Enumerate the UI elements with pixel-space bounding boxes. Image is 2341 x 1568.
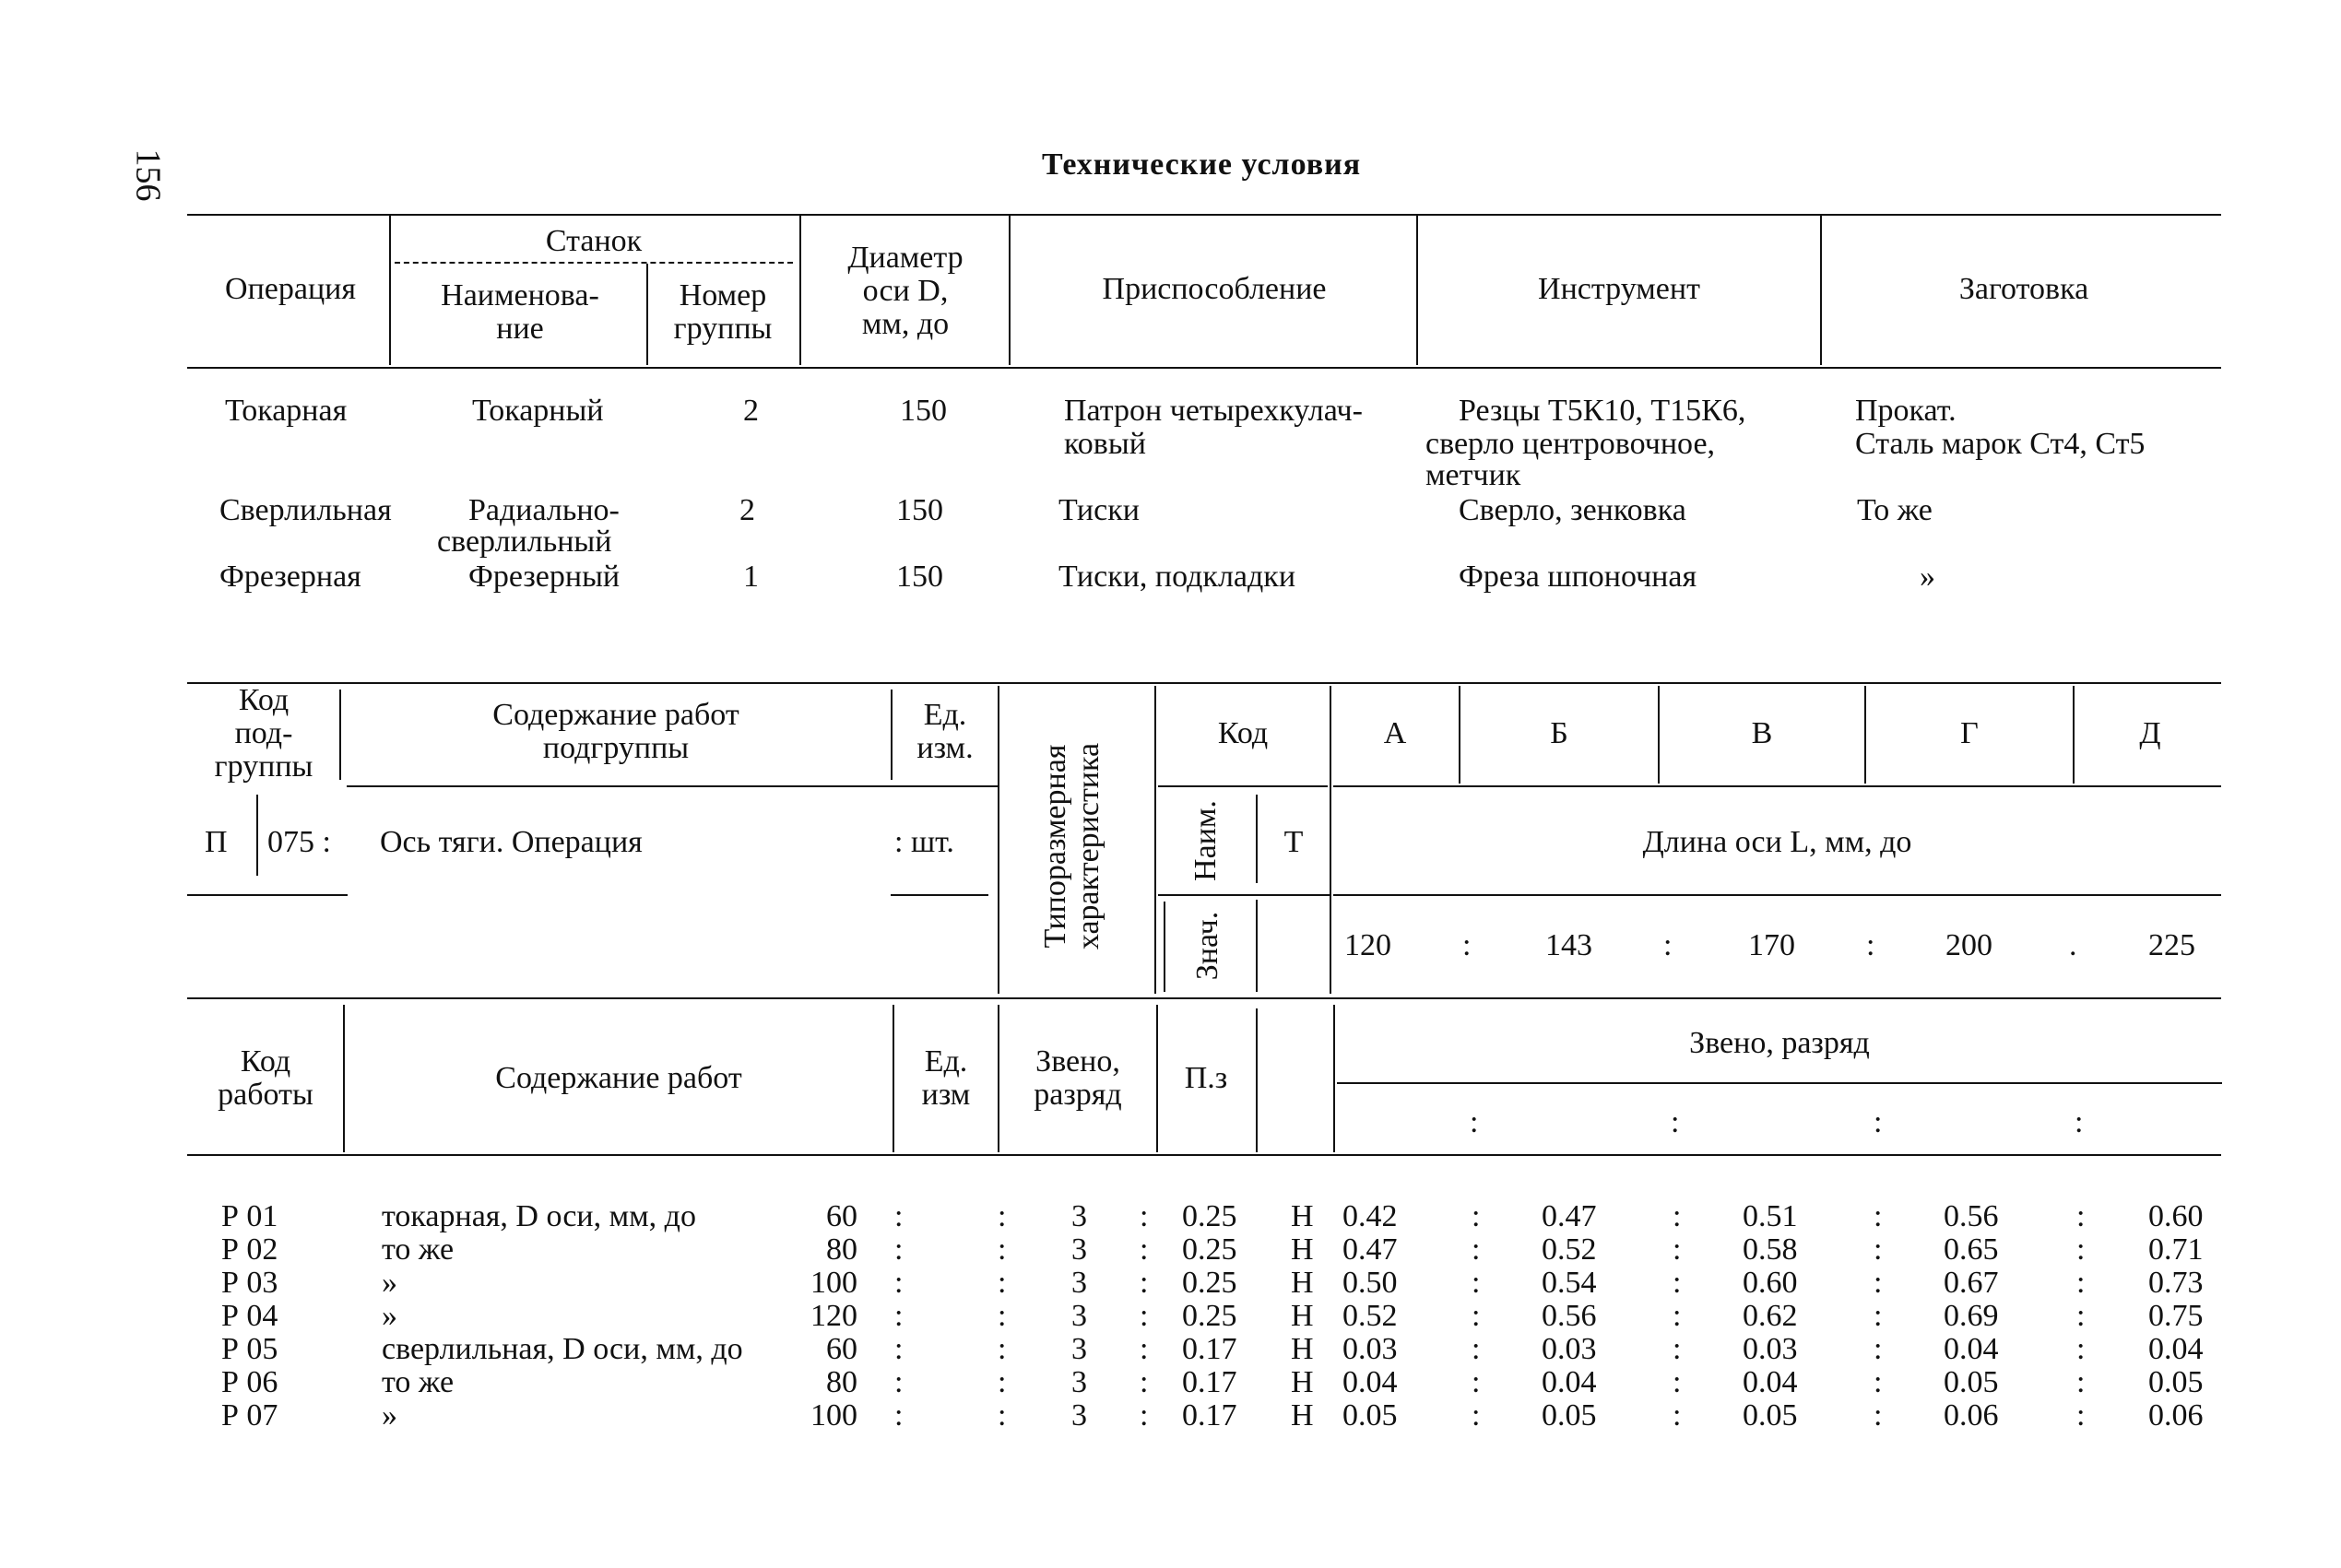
work-pz: 0.17 <box>1182 1365 1237 1399</box>
work-value: 0.47 <box>1542 1199 1597 1233</box>
colon-sep: : <box>1874 1299 1883 1333</box>
length-value-v: 170 <box>1748 928 1795 962</box>
header-col-b: Б <box>1550 716 1568 750</box>
header-machine-name: Наименова- ние <box>441 278 599 346</box>
colon-sep: : <box>998 1266 1007 1300</box>
work-content: » <box>382 1299 397 1333</box>
work-value: 0.05 <box>1944 1365 1999 1399</box>
work-link: 3 <box>1071 1266 1087 1300</box>
cell-blank: » <box>1920 560 1935 594</box>
cell-tool: Сверло, зенковка <box>1459 493 1686 527</box>
work-mark: Н <box>1291 1232 1314 1267</box>
header-diameter: Диаметр оси D, мм, до <box>847 241 964 341</box>
work-value: 0.71 <box>2148 1232 2204 1267</box>
length-value-a: 120 <box>1344 928 1391 962</box>
work-value: 0.69 <box>1944 1299 1999 1333</box>
header-work-unit: Ед. изм <box>921 1044 971 1112</box>
work-mark: Н <box>1291 1299 1314 1333</box>
work-content: » <box>382 1266 397 1300</box>
length-value-b: 143 <box>1545 928 1592 962</box>
header-link: Звено, разряд <box>1034 1044 1122 1112</box>
work-content: токарная, D оси, мм, до <box>382 1199 696 1233</box>
header-sep: : <box>1874 1105 1883 1139</box>
colon-sep: : <box>1673 1299 1682 1333</box>
colon-sep: : <box>1140 1365 1149 1399</box>
colon-sep: : <box>1673 1398 1682 1432</box>
work-value: 0.05 <box>1342 1398 1398 1432</box>
length-sep: : <box>1462 928 1472 962</box>
cell-diameter: 150 <box>896 493 943 527</box>
colon-sep: : <box>1673 1266 1682 1300</box>
cell-blank: Прокат. <box>1855 394 1957 428</box>
work-value: 0.47 <box>1342 1232 1398 1267</box>
cell-diameter: 150 <box>900 394 947 428</box>
work-code: Р 02 <box>221 1232 278 1267</box>
work-value: 0.73 <box>2148 1266 2204 1300</box>
work-value: 0.65 <box>1944 1232 1999 1267</box>
work-value: 0.58 <box>1743 1232 1798 1267</box>
cell-operation: Токарная <box>225 394 348 428</box>
work-value: 0.62 <box>1743 1299 1798 1333</box>
colon-sep: : <box>894 1398 904 1432</box>
work-link: 3 <box>1071 1232 1087 1267</box>
colon-sep: : <box>1673 1199 1682 1233</box>
colon-sep: : <box>998 1299 1007 1333</box>
work-value: 0.56 <box>1944 1199 1999 1233</box>
work-code: Р 03 <box>221 1266 278 1300</box>
colon-sep: : <box>1472 1398 1481 1432</box>
colon-sep: : <box>1874 1199 1883 1233</box>
colon-sep: : <box>894 1299 904 1333</box>
work-value: 0.04 <box>1743 1365 1798 1399</box>
cell-fixture: Патрон четырехкулач- <box>1064 394 1363 428</box>
colon-sep: : <box>894 1266 904 1300</box>
work-pz: 0.17 <box>1182 1332 1237 1366</box>
header-typesize: Типоразмерная характеристика <box>1038 742 1105 950</box>
colon-sep: : <box>1673 1365 1682 1399</box>
colon-sep: : <box>2076 1398 2086 1432</box>
work-pz: 0.25 <box>1182 1232 1237 1267</box>
colon-sep: : <box>1874 1232 1883 1267</box>
work-link: 3 <box>1071 1398 1087 1432</box>
header-subgroup-code: Код под- группы <box>214 683 313 784</box>
colon-sep: : <box>1140 1266 1149 1300</box>
work-value: 0.75 <box>2148 1299 2204 1333</box>
work-value: 0.04 <box>2148 1332 2204 1366</box>
length-sep: : <box>1866 928 1875 962</box>
work-value: 0.03 <box>1342 1332 1398 1366</box>
colon-sep: : <box>1874 1398 1883 1432</box>
work-value: 0.54 <box>1542 1266 1597 1300</box>
colon-sep: : <box>1472 1299 1481 1333</box>
header-col-a: А <box>1383 716 1407 750</box>
work-link: 3 <box>1071 1365 1087 1399</box>
work-limit: 100 <box>810 1398 857 1432</box>
work-code: Р 05 <box>221 1332 278 1366</box>
header-tool: Инструмент <box>1538 272 1700 306</box>
cell-tool-2: сверло центровочное, <box>1425 427 1716 461</box>
colon-sep: : <box>1874 1266 1883 1300</box>
cell-machine: Радиально- <box>468 493 620 527</box>
subgroup-prefix: П <box>205 825 228 859</box>
colon-sep: : <box>1472 1266 1481 1300</box>
colon-sep: : <box>2076 1266 2086 1300</box>
colon-sep: : <box>894 1332 904 1366</box>
header-blank: Заготовка <box>1958 272 2089 306</box>
work-code: Р 07 <box>221 1398 278 1432</box>
header-work-content: Содержание работ <box>495 1061 742 1095</box>
cell-group: 2 <box>739 493 755 527</box>
subgroup-content: Ось тяги. Операция <box>380 825 643 859</box>
work-limit: 80 <box>826 1365 857 1399</box>
subgroup-unit: : шт. <box>894 825 954 859</box>
work-content: то же <box>382 1232 455 1267</box>
work-value: 0.05 <box>1743 1398 1798 1432</box>
colon-sep: : <box>2076 1199 2086 1233</box>
colon-sep: : <box>1140 1398 1149 1432</box>
cell-machine: Фрезерный <box>468 560 621 594</box>
page-number: 156 <box>128 148 168 202</box>
work-value: 0.51 <box>1743 1199 1798 1233</box>
cell-operation: Сверлильная <box>219 493 392 527</box>
cell-fixture: Тиски, подкладки <box>1058 560 1296 594</box>
colon-sep: : <box>998 1398 1007 1432</box>
header-machine-group: Номер группы <box>673 278 773 346</box>
work-code: Р 01 <box>221 1199 278 1233</box>
header-code: Код <box>1217 716 1269 750</box>
work-limit: 100 <box>810 1266 857 1300</box>
header-subgroup-content: Содержание работ подгруппы <box>492 698 739 765</box>
cell-operation: Фрезерная <box>219 560 361 594</box>
work-pz: 0.25 <box>1182 1299 1237 1333</box>
work-pz: 0.25 <box>1182 1266 1237 1300</box>
work-link: 3 <box>1071 1332 1087 1366</box>
work-value: 0.03 <box>1542 1332 1597 1366</box>
colon-sep: : <box>894 1232 904 1267</box>
colon-sep: : <box>998 1365 1007 1399</box>
work-mark: Н <box>1291 1199 1314 1233</box>
work-value: 0.04 <box>1944 1332 1999 1366</box>
colon-sep: : <box>894 1199 904 1233</box>
length-sep: : <box>1663 928 1673 962</box>
colon-sep: : <box>1673 1332 1682 1366</box>
cell-fixture-2: ковый <box>1064 427 1146 461</box>
header-sep: : <box>1470 1105 1479 1139</box>
header-machine: Станок <box>545 224 643 258</box>
colon-sep: : <box>1472 1232 1481 1267</box>
cell-group: 2 <box>743 394 759 428</box>
work-value: 0.06 <box>2148 1398 2204 1432</box>
work-value: 0.52 <box>1542 1232 1597 1267</box>
colon-sep: : <box>1140 1299 1149 1333</box>
header-col-g: Г <box>1960 716 1979 750</box>
colon-sep: : <box>1140 1199 1149 1233</box>
header-unit: Ед. изм. <box>916 698 974 765</box>
work-code: Р 06 <box>221 1365 278 1399</box>
colon-sep: : <box>998 1232 1007 1267</box>
work-content: сверлильная, D оси, мм, до <box>382 1332 743 1366</box>
work-value: 0.42 <box>1342 1199 1398 1233</box>
work-value: 0.52 <box>1342 1299 1398 1333</box>
work-limit: 120 <box>810 1299 857 1333</box>
header-col-v: В <box>1751 716 1773 750</box>
work-code: Р 04 <box>221 1299 278 1333</box>
colon-sep: : <box>1472 1365 1481 1399</box>
colon-sep: : <box>1140 1332 1149 1366</box>
work-limit: 80 <box>826 1232 857 1267</box>
colon-sep: : <box>1472 1199 1481 1233</box>
cell-tool: Резцы Т5К10, Т15К6, <box>1459 394 1746 428</box>
header-name-short: Наим. <box>1188 800 1223 881</box>
work-value: 0.05 <box>1542 1398 1597 1432</box>
work-value: 0.04 <box>1542 1365 1597 1399</box>
work-value: 0.67 <box>1944 1266 1999 1300</box>
work-limit: 60 <box>826 1199 857 1233</box>
colon-sep: : <box>1874 1365 1883 1399</box>
length-value-g: 200 <box>1945 928 1992 962</box>
work-value: 0.03 <box>1743 1332 1798 1366</box>
work-value: 0.04 <box>1342 1365 1398 1399</box>
cell-tool-3: метчик <box>1425 458 1521 492</box>
cell-blank-2: Сталь марок Ст4, Ст5 <box>1855 427 2146 461</box>
cell-machine-2: сверлильный <box>437 525 612 559</box>
work-value: 0.60 <box>2148 1199 2204 1233</box>
colon-sep: : <box>1673 1232 1682 1267</box>
work-mark: Н <box>1291 1266 1314 1300</box>
header-work-code: Код работы <box>218 1044 313 1112</box>
work-value: 0.06 <box>1944 1398 1999 1432</box>
work-mark: Н <box>1291 1365 1314 1399</box>
colon-sep: : <box>1472 1332 1481 1366</box>
cell-diameter: 150 <box>896 560 943 594</box>
work-link: 3 <box>1071 1299 1087 1333</box>
colon-sep: : <box>2076 1365 2086 1399</box>
work-pz: 0.25 <box>1182 1199 1237 1233</box>
cell-fixture: Тиски <box>1058 493 1140 527</box>
cell-tool: Фреза шпоночная <box>1459 560 1697 594</box>
page-title: Технические условия <box>1042 147 1362 182</box>
length-value-d: 225 <box>2148 928 2195 962</box>
length-label: Длина оси L, мм, до <box>1642 825 1912 859</box>
colon-sep: : <box>1140 1232 1149 1267</box>
colon-sep: : <box>998 1199 1007 1233</box>
header-value-short: Знач. <box>1190 911 1224 981</box>
work-value: 0.60 <box>1743 1266 1798 1300</box>
colon-sep: : <box>2076 1332 2086 1366</box>
subgroup-code: 075 : <box>267 825 331 859</box>
colon-sep: : <box>2076 1299 2086 1333</box>
cell-machine: Токарный <box>472 394 604 428</box>
work-value: 0.50 <box>1342 1266 1398 1300</box>
colon-sep: : <box>894 1365 904 1399</box>
header-t: Т <box>1283 825 1304 859</box>
colon-sep: : <box>998 1332 1007 1366</box>
length-sep: . <box>2069 928 2077 962</box>
cell-blank: То же <box>1857 493 1933 527</box>
header-link-grade: Звено, разряд <box>1689 1026 1870 1060</box>
work-content: » <box>382 1398 397 1432</box>
header-sep: : <box>1671 1105 1680 1139</box>
header-pz: П.з <box>1184 1061 1228 1095</box>
work-mark: Н <box>1291 1332 1314 1366</box>
work-limit: 60 <box>826 1332 857 1366</box>
work-link: 3 <box>1071 1199 1087 1233</box>
header-fixture: Приспособление <box>1102 272 1327 306</box>
work-pz: 0.17 <box>1182 1398 1237 1432</box>
colon-sep: : <box>2076 1232 2086 1267</box>
work-mark: Н <box>1291 1398 1314 1432</box>
colon-sep: : <box>1874 1332 1883 1366</box>
work-value: 0.05 <box>2148 1365 2204 1399</box>
header-sep: : <box>2075 1105 2084 1139</box>
header-col-d: Д <box>2139 716 2161 750</box>
work-value: 0.56 <box>1542 1299 1597 1333</box>
work-content: то же <box>382 1365 455 1399</box>
header-operation: Операция <box>225 272 356 306</box>
cell-group: 1 <box>743 560 759 594</box>
